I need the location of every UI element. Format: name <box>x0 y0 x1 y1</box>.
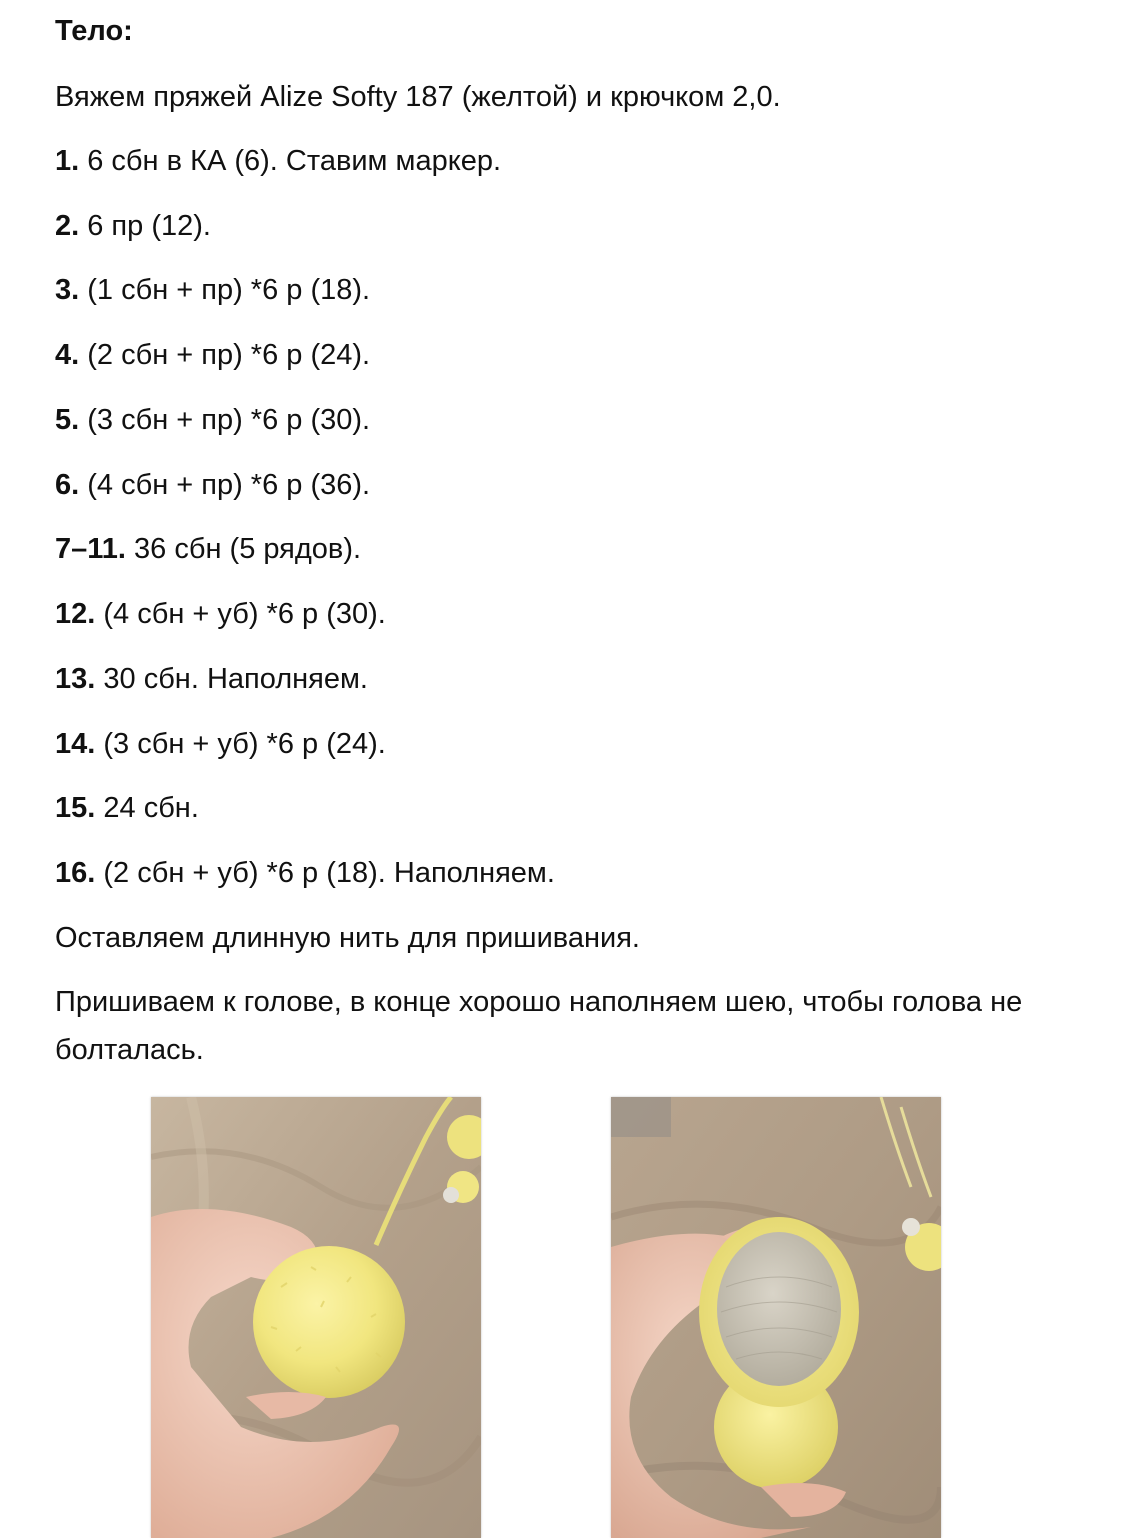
photo-body-ball <box>151 1097 481 1538</box>
row-13 <box>55 660 368 698</box>
row-6 <box>55 466 370 504</box>
row-text: 6 сбн в КА (6). Ставим маркер. <box>79 145 502 177</box>
row-text: 30 сбн. Наполняем. <box>95 663 368 695</box>
row-number: 2. <box>55 210 80 242</box>
row-7-11 <box>55 530 361 568</box>
row-text: 24 сбн. <box>95 792 199 824</box>
row-15 <box>55 789 199 827</box>
photo-body-head-image <box>611 1097 941 1538</box>
row-12 <box>55 595 386 633</box>
row-text: 6 пр (12). <box>79 210 211 242</box>
row-3 <box>55 271 370 309</box>
row-number: 1. <box>55 145 80 177</box>
row-text: (2 сбн + уб) *6 р (18). Наполняем. <box>95 857 555 889</box>
row-text: (2 сбн + пр) *6 р (24). <box>79 339 371 371</box>
row-2 <box>55 207 211 245</box>
row-number: 7–11. <box>55 533 126 565</box>
row-number: 4. <box>55 339 80 371</box>
row-number: 3. <box>55 274 80 306</box>
row-text: (3 сбн + уб) *6 р (24). <box>95 728 386 760</box>
row-number: 5. <box>55 404 80 436</box>
note-attach: Пришиваем к голове, в конце хорошо наполняем шею, чтобы голова не болталась. <box>55 986 1023 1066</box>
row-4 <box>55 336 370 374</box>
row-text: (1 сбн + пр) *6 р (18). <box>79 274 371 306</box>
row-text: (4 сбн + уб) *6 р (30). <box>95 598 386 630</box>
row-5 <box>55 401 370 439</box>
row-number: 12. <box>55 598 96 630</box>
row-number: 15. <box>55 792 96 824</box>
row-16 <box>55 854 555 892</box>
row-14 <box>55 725 386 763</box>
row-number: 14. <box>55 728 96 760</box>
note-thread: Оставляем длинную нить для пришивания. <box>55 922 640 954</box>
row-1 <box>55 142 501 180</box>
row-text: (3 сбн + пр) *6 р (30). <box>79 404 371 436</box>
section-heading: Тело: <box>55 15 133 47</box>
row-number: 6. <box>55 469 80 501</box>
photo-body-ball-image <box>151 1097 481 1538</box>
row-text: 36 сбн (5 рядов). <box>125 533 362 565</box>
row-text: (4 сбн + пр) *6 р (36). <box>79 469 371 501</box>
row-number: 13. <box>55 663 96 695</box>
photo-body-head <box>611 1097 941 1538</box>
row-number: 16. <box>55 857 96 889</box>
intro-text: Вяжем пряжей Alize Softy 187 (желтой) и крючком 2,0. <box>55 81 781 113</box>
